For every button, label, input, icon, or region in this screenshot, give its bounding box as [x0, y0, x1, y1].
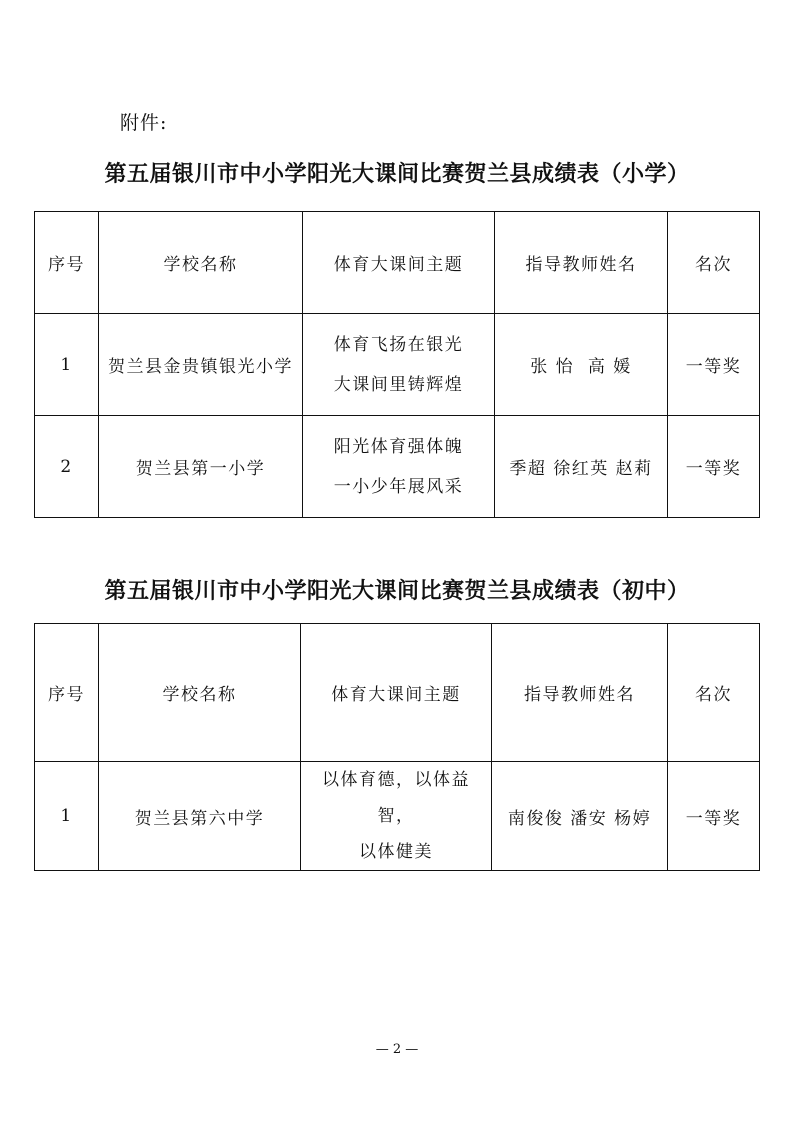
middle-results-table: [34, 623, 760, 871]
table-header-row: [35, 212, 760, 314]
theme-line-2: 大课间里铸辉煌: [333, 374, 464, 395]
row-theme: [301, 762, 492, 871]
attachment-label: 附件:: [120, 112, 168, 134]
primary-results-table: [34, 211, 760, 518]
row-number: 1: [35, 314, 99, 416]
row-teachers: 季超 徐红英 赵莉: [495, 416, 668, 518]
row-number: 1: [35, 762, 99, 871]
theme-line-1: 体育飞扬在银光: [333, 334, 464, 355]
table-row: [35, 762, 760, 871]
header-number: 序号: [35, 624, 99, 762]
theme-line-1: 阳光体育强体魄: [333, 436, 464, 457]
primary-table-title: 第五届银川市中小学阳光大课间比赛贺兰县成绩表（小学）: [104, 162, 690, 187]
header-rank: 名次: [668, 212, 760, 314]
theme-line-2: 以体健美: [359, 842, 433, 862]
header-theme: 体育大课间主题: [303, 212, 495, 314]
row-theme: [303, 416, 495, 518]
page-number: — 2 —: [375, 1042, 419, 1057]
header-number: 序号: [35, 212, 99, 314]
header-school: 学校名称: [99, 624, 301, 762]
row-teachers: 南俊俊 潘安 杨婷: [492, 762, 668, 871]
row-teachers: 张 怡 高 媛: [495, 314, 668, 416]
header-teachers: 指导教师姓名: [495, 212, 668, 314]
header-teachers: 指导教师姓名: [492, 624, 668, 762]
middle-table-title: 第五届银川市中小学阳光大课间比赛贺兰县成绩表（初中）: [104, 579, 690, 604]
header-rank: 名次: [668, 624, 760, 762]
row-school: 贺兰县第一小学: [99, 416, 303, 518]
row-rank: 一等奖: [668, 762, 760, 871]
theme-line-2: 一小少年展风采: [333, 476, 464, 497]
table-header-row: [35, 624, 760, 762]
header-theme: 体育大课间主题: [301, 624, 492, 762]
row-school: 贺兰县第六中学: [99, 762, 301, 871]
row-theme: [303, 314, 495, 416]
table-row: [35, 416, 760, 518]
row-rank: 一等奖: [668, 314, 760, 416]
header-school: 学校名称: [99, 212, 303, 314]
row-school: 贺兰县金贵镇银光小学: [99, 314, 303, 416]
row-rank: 一等奖: [668, 416, 760, 518]
table-row: [35, 314, 760, 416]
row-number: 2: [35, 416, 99, 518]
theme-line-1: 以体育德，以体益智，: [322, 770, 470, 826]
